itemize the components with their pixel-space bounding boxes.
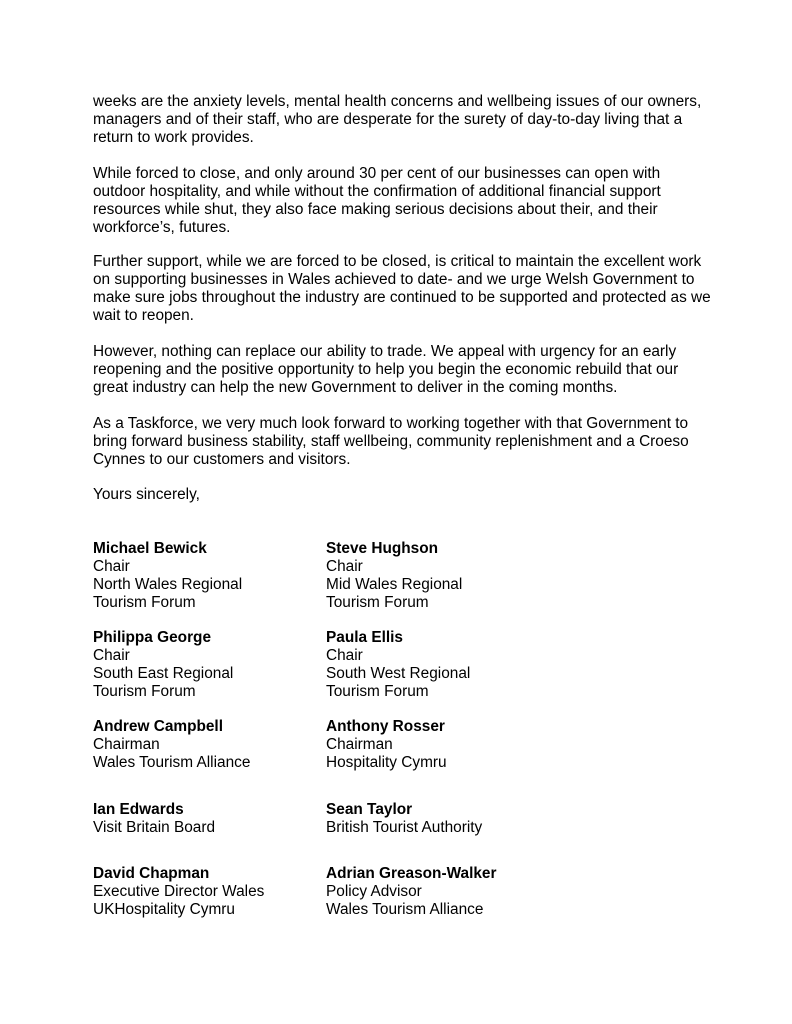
signatory <box>326 718 586 772</box>
signatory-organisation: North Wales Regional <box>93 576 243 593</box>
signatory-organisation: Mid Wales Regional <box>326 576 463 593</box>
signatory-organisation: Tourism Forum <box>93 683 196 700</box>
letter-paragraph: weeks are the anxiety levels, mental health concerns and wellbeing issues of our owners, managers and of their staff, who are desperate for the surety of day-to-day living that a return to work provides. <box>93 93 702 146</box>
signatory-name: Michael Bewick <box>93 540 207 557</box>
signatory-title: Executive Director Wales <box>93 883 265 900</box>
signatory-name: Ian Edwards <box>93 801 184 818</box>
signatory-title: Chair <box>326 558 363 575</box>
signatory-name: Anthony Rosser <box>326 718 445 735</box>
signature-row <box>93 540 713 612</box>
signatory-name: Steve Hughson <box>326 540 439 557</box>
signatory-organisation: Hospitality Cymru <box>326 754 447 771</box>
signatory-organisation: Wales Tourism Alliance <box>326 901 484 918</box>
signatory <box>93 801 323 837</box>
signatory-organisation: Wales Tourism Alliance <box>93 754 251 771</box>
signatory-organisation: UKHospitality Cymru <box>93 901 235 918</box>
signatory-name: Paula Ellis <box>326 629 403 646</box>
letter-paragraph: However, nothing can replace our ability to trade. We appeal with urgency for an early reopening and the positive opportunity to help you begin the economic rebuild that our great industry can help the new Government to deliver in the coming months. <box>93 343 679 396</box>
signature-row <box>93 801 713 873</box>
signature-row <box>93 629 713 701</box>
signatory <box>93 629 323 701</box>
signatory-title: Chairman <box>93 736 160 753</box>
signatory-organisation: South West Regional <box>326 665 471 682</box>
signatory-organisation: Tourism Forum <box>326 594 429 611</box>
signature-row <box>93 865 713 937</box>
signatory-organisation: British Tourist Authority <box>326 819 483 836</box>
letter-closing: Yours sincerely, <box>93 486 200 503</box>
signatory <box>326 540 586 612</box>
signatory-name: David Chapman <box>93 865 210 882</box>
signatory-organisation: South East Regional <box>93 665 234 682</box>
signatory-name: Philippa George <box>93 629 212 646</box>
signature-row <box>93 718 713 790</box>
letter-paragraph: While forced to close, and only around 30 per cent of our businesses can open with outdoor hospitality, and while without the confirmation of additional financial support resources while shut, they also face making serious decisions about their, and their workforce’s, futures. <box>93 165 661 236</box>
signatory-name: Andrew Campbell <box>93 718 223 735</box>
letter-paragraph: As a Taskforce, we very much look forward to working together with that Government to bring forward business stability, staff wellbeing, community replenishment and a Croeso Cynnes to our customers and visitors. <box>93 415 689 468</box>
signatory-organisation: Tourism Forum <box>93 594 196 611</box>
letter-paragraph: Further support, while we are forced to be closed, is critical to maintain the excellent work on supporting businesses in Wales achieved to date- and we urge Welsh Government to make sure jobs throughout the industry are continued to be supported and protected as we wait to reopen. <box>93 253 711 324</box>
signatory-title: Chairman <box>326 736 393 753</box>
signatory-organisation: Tourism Forum <box>326 683 429 700</box>
signatory-name: Sean Taylor <box>326 801 413 818</box>
signatory-title: Policy Advisor <box>326 883 422 900</box>
signatory-title: Chair <box>93 647 130 664</box>
signatory-name: Adrian Greason-Walker <box>326 865 497 882</box>
signatory-title: Chair <box>326 647 363 664</box>
signatory <box>93 718 323 772</box>
signatory <box>93 540 323 612</box>
signatory-organisation: Visit Britain Board <box>93 819 216 836</box>
signatory <box>326 865 586 919</box>
signatory <box>326 801 586 837</box>
signatory-title: Chair <box>93 558 130 575</box>
signatory <box>93 865 323 919</box>
signatory <box>326 629 586 701</box>
